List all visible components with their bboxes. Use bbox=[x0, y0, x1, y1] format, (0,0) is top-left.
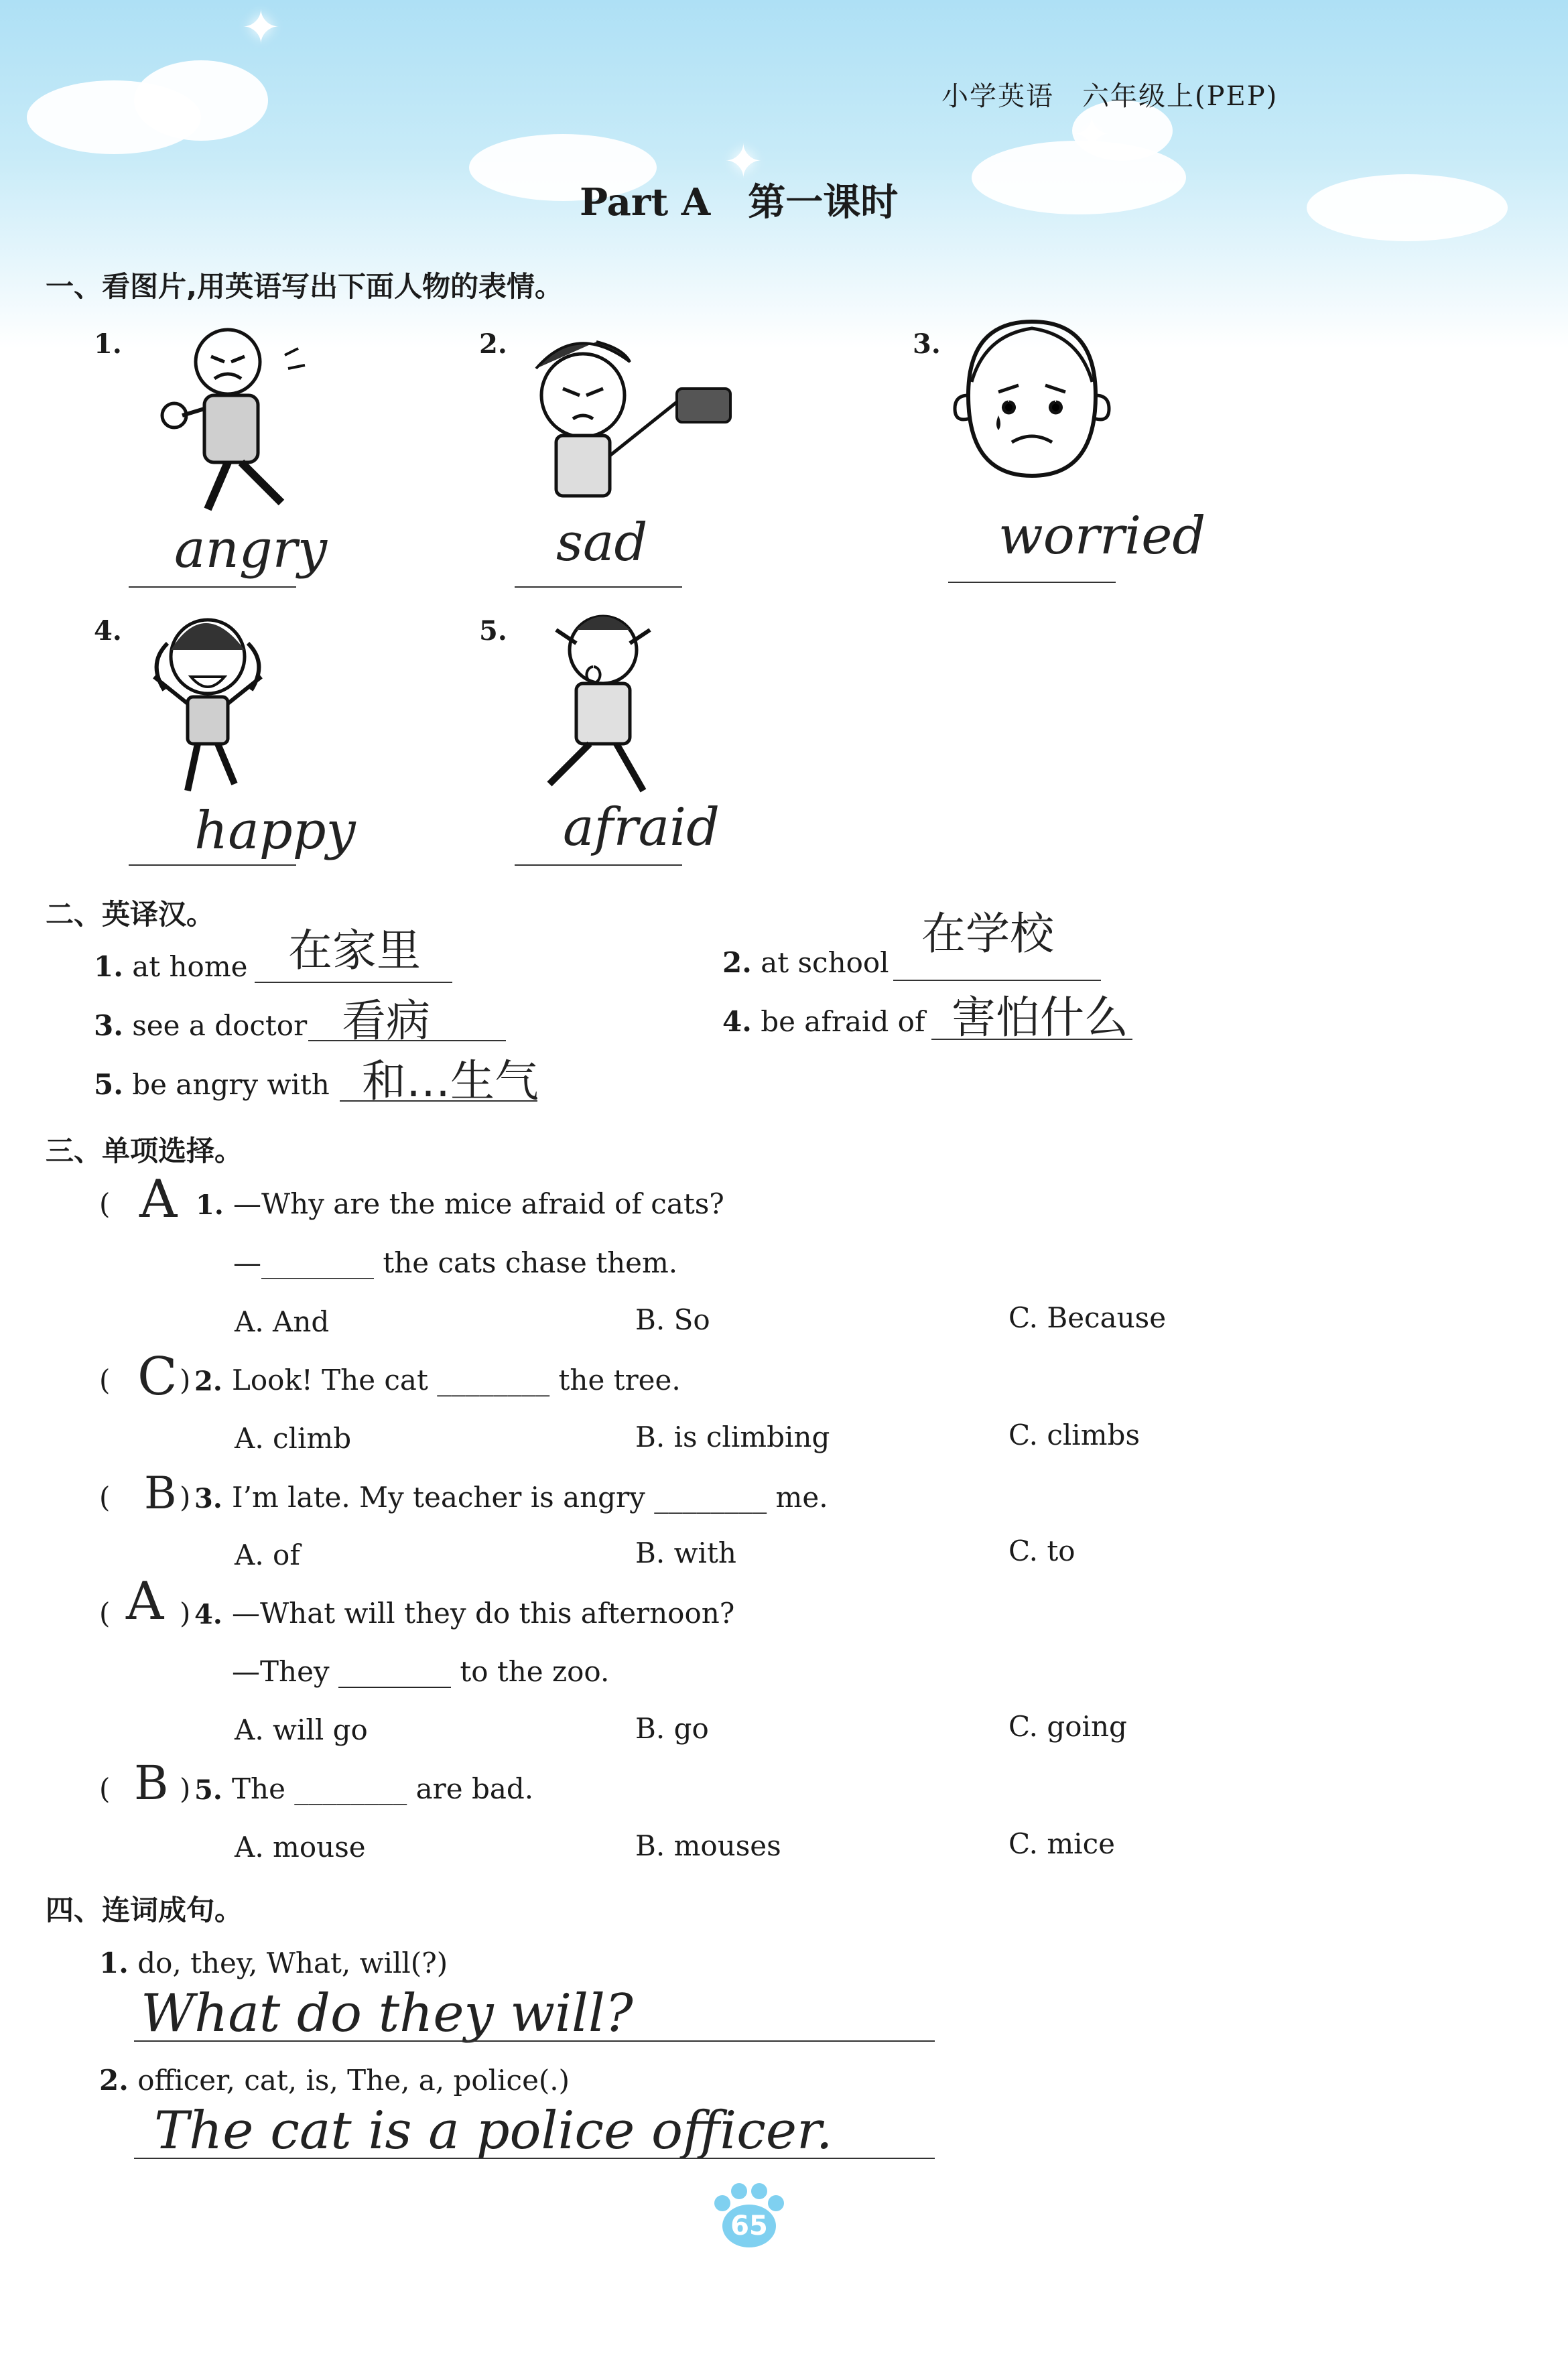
handwritten-answer: 在家里 bbox=[288, 925, 421, 976]
sparkle-icon: ✦ bbox=[241, 0, 281, 55]
option-c: C. climbs bbox=[1008, 1419, 1140, 1451]
answer-paren-close: ) bbox=[180, 1364, 191, 1396]
option-a: A. will go bbox=[235, 1713, 368, 1746]
option-a: A. And bbox=[235, 1305, 330, 1338]
answer-paren-open: ( bbox=[99, 1364, 111, 1396]
option-b: B. is climbing bbox=[635, 1421, 830, 1453]
answer-line bbox=[129, 586, 296, 588]
option-b: B. with bbox=[635, 1536, 736, 1569]
handwritten-answer: happy bbox=[194, 801, 356, 861]
item-number: 2. bbox=[99, 2064, 129, 2097]
section-2-heading: 二、英译汉。 bbox=[46, 898, 215, 931]
handwritten-answer: sad bbox=[556, 513, 648, 573]
item-number: 4. bbox=[94, 615, 122, 647]
handwritten-choice: C bbox=[137, 1347, 178, 1407]
scrambled-words: officer, cat, is, The, a, police(.) bbox=[137, 2064, 570, 2097]
phrase-text: be angry with bbox=[132, 1068, 330, 1101]
question-text: —What will they do this afternoon? bbox=[232, 1597, 735, 1630]
worried-face-icon bbox=[941, 315, 1122, 489]
angry-man-icon bbox=[134, 315, 322, 523]
answer-line bbox=[515, 864, 682, 866]
sparkle-icon: ✦ bbox=[1072, 107, 1112, 162]
question-text: —They ________ to the zoo. bbox=[232, 1655, 610, 1688]
option-c: C. Because bbox=[1008, 1301, 1167, 1334]
handwritten-answer: afraid bbox=[563, 797, 720, 858]
phrase-text: at home bbox=[132, 950, 248, 983]
answer-line bbox=[129, 864, 296, 866]
section-3-heading: 三、单项选择。 bbox=[46, 1134, 243, 1167]
answer-paren-close: ) bbox=[180, 1597, 191, 1630]
question-text: I’m late. My teacher is angry ________ me. bbox=[232, 1481, 828, 1514]
phrase-text: be afraid of bbox=[761, 1005, 925, 1038]
sparkle-icon: ✦ bbox=[724, 134, 763, 189]
question-number: 4. bbox=[194, 1599, 222, 1630]
phrase-text: see a doctor bbox=[132, 1009, 308, 1042]
scrambled-words: do, they, What, will(?) bbox=[137, 1947, 448, 1979]
cloud-shape bbox=[134, 60, 268, 141]
page-number: 65 bbox=[722, 2205, 776, 2247]
phrase-item bbox=[722, 946, 889, 979]
answer-paren-open: ( bbox=[99, 1187, 111, 1220]
handwritten-answer: 在学校 bbox=[921, 908, 1054, 960]
word-list bbox=[99, 2064, 570, 2097]
item-number: 3. bbox=[94, 1009, 123, 1042]
item-number: 4. bbox=[722, 1005, 752, 1038]
item-number: 2. bbox=[479, 328, 507, 360]
option-c: C. to bbox=[1008, 1534, 1075, 1567]
handwritten-choice: B bbox=[134, 1756, 169, 1811]
handwritten-sentence: The cat is a police officer. bbox=[154, 2101, 833, 2161]
answer-line bbox=[893, 980, 1101, 981]
section-1-heading: 一、看图片,用英语写出下面人物的表情。 bbox=[46, 270, 563, 303]
answer-paren-close: ) bbox=[180, 1772, 191, 1805]
phrase-text: at school bbox=[761, 946, 889, 979]
answer-line bbox=[948, 582, 1116, 583]
handwritten-choice: B bbox=[144, 1467, 177, 1519]
word-list bbox=[99, 1947, 448, 1979]
answer-line bbox=[515, 586, 682, 588]
answer-paren-open: ( bbox=[99, 1772, 111, 1805]
option-b: B. So bbox=[635, 1303, 710, 1336]
answer-paren-open: ( bbox=[99, 1597, 111, 1630]
handwritten-answer: 害怕什么 bbox=[952, 992, 1128, 1043]
answer-line bbox=[134, 2040, 935, 2042]
option-a: A. climb bbox=[235, 1422, 352, 1455]
scared-boy-icon bbox=[509, 603, 683, 804]
page-title: Part A 第一课时 bbox=[580, 180, 899, 224]
question-number: 2. bbox=[194, 1366, 222, 1397]
option-a: A. mouse bbox=[235, 1831, 366, 1863]
answer-paren-open: ( bbox=[99, 1481, 111, 1514]
item-number: 5. bbox=[94, 1068, 123, 1101]
answer-line bbox=[255, 982, 452, 983]
item-number: 1. bbox=[99, 1947, 129, 1979]
question-text: —Why are the mice afraid of cats? bbox=[233, 1187, 724, 1220]
phrase-item bbox=[94, 1009, 307, 1042]
item-number: 1. bbox=[94, 950, 123, 983]
phrase-item bbox=[94, 950, 248, 983]
question-number: 3. bbox=[194, 1483, 222, 1514]
question-text: —________ the cats chase them. bbox=[233, 1246, 678, 1279]
option-b: B. go bbox=[635, 1712, 709, 1745]
handwritten-sentence: What do they will? bbox=[141, 1983, 633, 2044]
question-number: 1. bbox=[196, 1189, 224, 1221]
option-a: A. of bbox=[235, 1539, 300, 1571]
question-number: 5. bbox=[194, 1774, 222, 1806]
item-number: 2. bbox=[722, 946, 752, 979]
phrase-item bbox=[722, 1005, 925, 1038]
option-b: B. mouses bbox=[635, 1829, 781, 1862]
handwritten-answer: worried bbox=[998, 506, 1206, 566]
item-number: 5. bbox=[479, 615, 507, 647]
item-number: 1. bbox=[94, 328, 122, 360]
section-4-heading: 四、连词成句。 bbox=[46, 1894, 243, 1926]
boy-injection-icon bbox=[509, 322, 750, 523]
option-c: C. mice bbox=[1008, 1827, 1115, 1860]
handwritten-choice: A bbox=[139, 1169, 178, 1230]
item-number: 3. bbox=[913, 328, 941, 360]
handwritten-answer: 和…生气 bbox=[362, 1055, 539, 1107]
option-c: C. going bbox=[1008, 1710, 1127, 1743]
handwritten-answer: angry bbox=[174, 519, 328, 580]
question-text: Look! The cat ________ the tree. bbox=[232, 1364, 681, 1396]
question-text: The ________ are bad. bbox=[232, 1772, 534, 1805]
book-header: 小学英语 六年级上(PEP) bbox=[941, 81, 1279, 112]
answer-line bbox=[134, 2158, 935, 2159]
phrase-item bbox=[94, 1068, 330, 1101]
handwritten-answer: 看病 bbox=[342, 995, 430, 1047]
happy-girl-icon bbox=[134, 603, 281, 797]
cloud-shape bbox=[1307, 174, 1508, 241]
handwritten-choice: A bbox=[126, 1571, 164, 1632]
answer-paren-close: ) bbox=[180, 1481, 191, 1514]
